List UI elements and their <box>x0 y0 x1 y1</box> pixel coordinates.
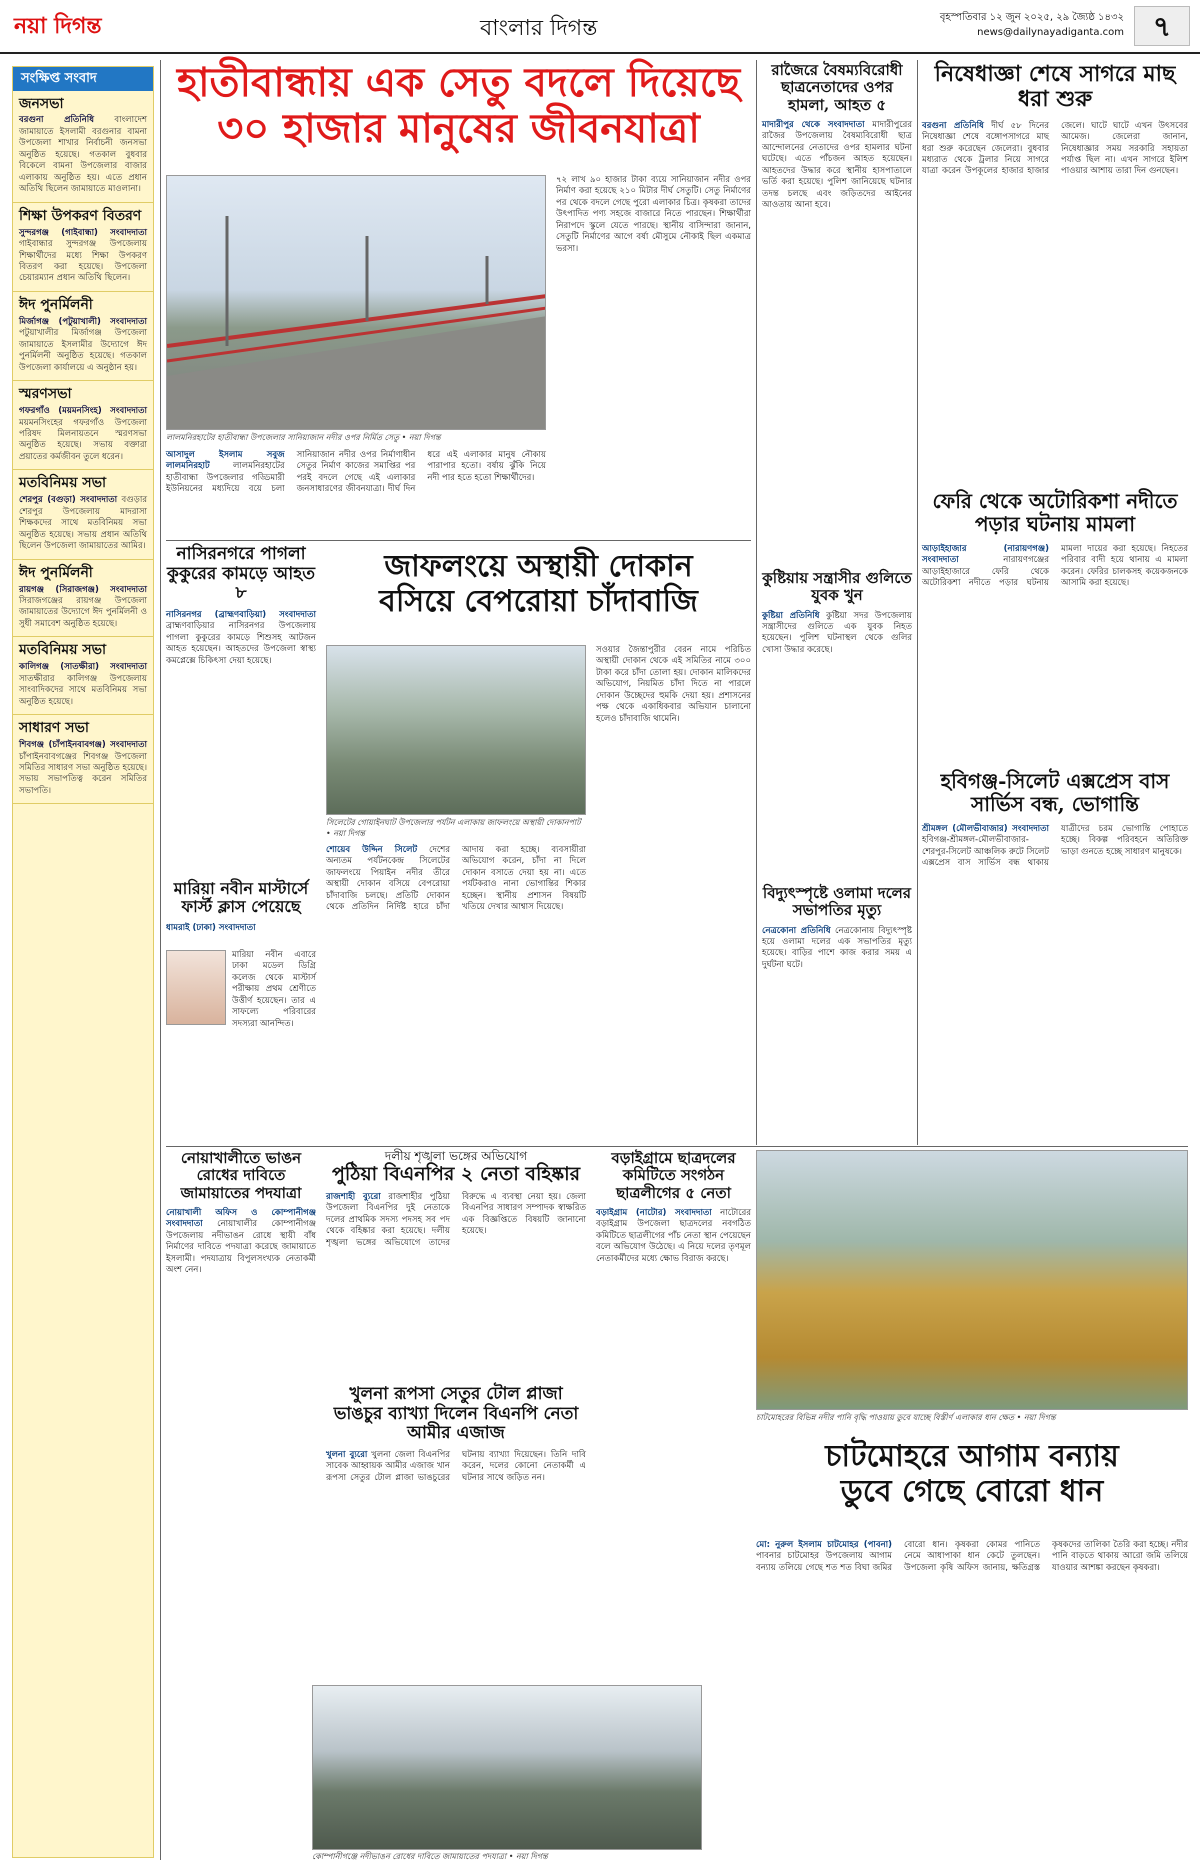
flood-body <box>756 1540 1188 1855</box>
column-rule <box>756 60 757 1145</box>
kushtia-byline: কুষ্টিয়া প্রতিনিধি <box>762 610 820 621</box>
bus-body <box>922 824 1188 870</box>
flood-article[interactable] <box>756 1440 1188 1535</box>
extortion-byline: শোয়েব উদ্দিন সিলেট <box>326 845 418 855</box>
bridge-photo <box>166 175 546 430</box>
ferry-headline: ফেরি থেকে অটোরিকশা নদীতে পড়ার ঘটনায় মামলা <box>932 489 1178 536</box>
brief-item[interactable] <box>13 470 153 559</box>
bnp-headline: পুঠিয়া বিএনপির ২ নেতা বহিষ্কার <box>331 1162 581 1185</box>
dog-bite-byline: নাসিরনগর (ব্রাহ্মণবাড়িয়া) সংবাদদাতা <box>166 609 316 620</box>
extortion-body <box>326 845 586 1145</box>
toll-byline: খুলনা ব্যুরো <box>326 1449 368 1460</box>
kushtia-article[interactable] <box>762 570 912 870</box>
brief-byline: গফরগাঁও (ময়মনসিংহ) সংবাদদাতা <box>19 406 147 417</box>
extortion-text-right: সওয়ার জৈন্তাপুরীর বেরন নামে পরিচিত অস্থায়ী দোকান থেকে এই সমিতির নামে ৩০০ টাকা করে চাঁদা তোলা হয়। দোকান মালিকদের অভিযোগ, নিয়মিত চাঁদা দিতে না পারলে দোকান উচ্ছেদের হুমকি দেয়া হয়। প্রশাসনের পক্ষ থেকে একাধিকবার অভিযান চালানো হলেও চাঁদাবাজি থামেনি। <box>596 645 751 724</box>
lead-headline-2: ৩০ হাজার মানুষের জীবনযাত্রা <box>217 105 700 152</box>
bus-text: হবিগঞ্জ-শ্রীমঙ্গল-মৌলভীবাজার-শেরপুর-সিলেট আঞ্চলিক রুটে সিলেট এক্সপ্রেস বাস সার্ভিস বন্ধ থাকায় যাত্রীদের চরম ভোগান্তি পোহাতে হচ্ছে। বিকল্প পরিবহনে অতিরিক্ত ভাড়া গুনতে হচ্ছে সাধারণ মানুষকে। <box>922 824 1188 869</box>
students-text: মাদারীপুরের রাজৈর উপজেলায় বৈষম্যবিরোধী ছাত্র আন্দোলনের নেতাদের ওপর হামলার ঘটনা ঘটেছে। এতে পাঁচজন আহত হয়েছেন। আহতদের উদ্ধার করে স্থানীয় হাসপাতালে ভর্তি করা হয়েছে। পুলিশ জানিয়েছে ঘটনার তদন্ত চলছে এবং জড়িতদের আইনের আওতায় আনা হবে। <box>762 119 912 211</box>
column-rule <box>166 540 751 541</box>
toll-headline: খুলনা রূপসা সেতুর টোল প্লাজা ভাঙচুর ব্যাখ্যা দিলেন বিএনপি নেতা আমীর এজাজ <box>333 1384 579 1444</box>
date-line <box>940 10 1124 40</box>
brief-text: চাঁপাইনবাবগঞ্জের শিবগঞ্জ উপজেলা সমিতির সাধারণ সভা অনুষ্ঠিত হয়েছে। সভায় সভাপতিত্ব করেন সমিতির সভাপতি। <box>19 751 147 796</box>
dam-byline: নোয়াখালী অফিস ও কোম্পানীগঞ্জ সংবাদদাতা <box>166 1207 316 1230</box>
dam-body <box>166 1208 316 1277</box>
sidebar-title: সংক্ষিপ্ত সংবাদ <box>13 67 153 91</box>
bridge-caption: লালমনিরহাটের হাতীবান্ধা উপজেলার সানিয়াজান নদীর ওপর নির্মিত সেতু • নয়া দিগন্ত <box>166 433 441 442</box>
extortion-headline-1: জাফলংয়ে অস্থায়ী দোকান <box>384 549 693 584</box>
brief-text: বগুড়ার শেরপুর উপজেলায় মাদরাসা শিক্ষকদের সাথে মতবিনিময় সভা অনুষ্ঠিত হয়েছে। সভায় প্রধান অতিথি ছিলেন উপজেলা জামায়াতের আমির। <box>19 495 147 552</box>
flood-caption: চাটমোহরের বিভিন্ন নদীর পানি বৃদ্ধি পাওয়ায় ডুবে যাচ্ছে বিস্তীর্ণ এলাকার ধান ক্ষেত • নয়া দিগন্ত <box>756 1413 1056 1422</box>
sea-fishing-text: দীর্ঘ ৫৮ দিনের নিষেধাজ্ঞা শেষে বঙ্গোপসাগরে মাছ ধরা শুরু করেছেন জেলেরা। বুধবার মধ্যরাত থেকে ট্রলার নিয়ে সাগরে যাত্রা করেন উপকূলের হাজার হাজার জেলে। ঘাটে ঘাটে এখন উৎসবের আমেজ। জেলেরা জানান, নিষেধাজ্ঞার সময় সরকারি সহায়তা পর্যাপ্ত ছিল না। এখন সাগরে ইলিশ পাওয়ার আশায় তারা দিন গুনছেন। <box>922 120 1188 177</box>
kushtia-headline: কুষ্টিয়ায় সন্ত্রাসীর গুলিতে যুবক খুন <box>762 569 912 605</box>
brief-text: গাইবান্ধার সুন্দরগঞ্জ উপজেলায় শিক্ষার্থীদের মধ্যে শিক্ষা উপকরণ বিতরণ করা হয়েছে। উপজেলা চেয়ারম্যান প্রধান অতিথি ছিলেন। <box>19 239 147 284</box>
brief-item[interactable] <box>13 560 153 638</box>
page-number: ৭ <box>1134 6 1190 46</box>
brief-text: সাতক্ষীরার কালিগঞ্জ উপজেলায় সাংবাদিকদের সাথে মতবিনিময় সভা অনুষ্ঠিত হয়েছে। <box>19 673 147 707</box>
brief-body <box>19 495 147 552</box>
committee-article[interactable] <box>596 1150 751 1675</box>
committee-headline: বড়াইগ্রামে ছাত্রদলের কমিটিতে সংগঠন ছাত্রলীগের ৫ নেতা <box>611 1149 736 1202</box>
teacher-text: মারিয়া নবীন এবারে ঢাকা মডেল ডিগ্রি কলেজ থেকে মাস্টার্স পরীক্ষায় প্রথম শ্রেণীতে উত্তীর্ণ হয়েছেন। তার এ সাফল্যে পরিবারের সদস্যরা আনন্দিত। <box>232 950 316 1029</box>
flood-byline: মো: নুরুল ইসলাম চাটমোহর (পাবনা) <box>756 1540 892 1550</box>
brief-body <box>19 115 147 195</box>
brief-byline: শিবগঞ্জ (চাঁপাইনবাবগঞ্জ) সংবাদদাতা <box>19 740 147 751</box>
bnp-kicker: দলীয় শৃঙ্খলা ভঙ্গের অভিযোগ <box>384 1149 528 1163</box>
students-headline: রাজৈরে বৈষম্যবিরোধী ছাত্রনেতাদের ওপর হামলা, আহত ৫ <box>771 61 903 114</box>
toll-body <box>326 1450 586 1484</box>
ferry-body <box>922 544 1188 590</box>
electro-text: নেত্রকোনায় বিদ্যুৎস্পৃষ্ট হয়ে ওলামা দলের এক সভাপতির মৃত্যু হয়েছে। বাড়ির পাশে কাজ করার সময় এ দুর্ঘটনা ঘটে। <box>762 925 912 970</box>
brief-heading: ঈদ পুনর্মিলনী <box>19 296 93 313</box>
lead-headline-1: হাতীবান্ধায় এক সেতু বদলে দিয়েছে <box>176 59 741 106</box>
rally-photo <box>312 1685 702 1850</box>
dam-article[interactable] <box>166 1150 316 1410</box>
electro-body <box>762 926 912 972</box>
brief-heading: শিক্ষা উপকরণ বিতরণ <box>19 207 142 224</box>
dog-bite-text: ব্রাহ্মণবাড়িয়ার নাসিরনগর উপজেলায় পাগলা কুকুরের কামড়ে শিশুসহ আটজন আহত হয়েছেন। আহতদের উপজেলা স্বাস্থ্য কমপ্লেক্সে চিকিৎসা দেয়া হয়েছে। <box>166 621 316 666</box>
extortion-body-right <box>596 645 751 1145</box>
flood-photo <box>756 1150 1188 1410</box>
extortion-article[interactable] <box>326 550 751 640</box>
bus-article[interactable] <box>922 770 1188 1140</box>
brief-body <box>19 228 147 285</box>
brief-item[interactable] <box>13 292 153 381</box>
section-title: বাংলার দিগন্ত <box>480 16 598 41</box>
brief-body <box>19 317 147 374</box>
column-rule <box>160 60 161 1860</box>
bridge-illustration <box>167 176 546 430</box>
brief-text: সিরাজগঞ্জের রায়গঞ্জ উপজেলা জামায়াতের উদ্যোগে ঈদ পুনর্মিলনী ও সুধী সমাবেশ অনুষ্ঠিত হয়েছে। <box>19 596 147 629</box>
brief-body <box>19 406 147 463</box>
bus-byline: শ্রীমঙ্গল (মৌলভীবাজার) সংবাদদাতা <box>922 824 1049 834</box>
flood-headline-1: চাটমোহরে আগাম বন্যায় <box>825 1439 1119 1474</box>
lead-text-right: ৭২ লাখ ৯০ হাজার টাকা ব্যয়ে সানিয়াজান নদীর ওপর নির্মাণ করা হয়েছে ২১০ মিটার দীর্ঘ সেতুটি। সেতু নির্মাণের পর থেকে বদলে গেছে পুরো এলাকার চিত্র। কৃষকরা তাদের উৎপাদিত পণ্য সহজে বাজারে নিতে পারছেন। শিক্ষার্থীরা নিরাপদে স্কুলে যেতে পারছে। স্থানীয় বাসিন্দারা জানান, সেতুটি নির্মাণের আগে বর্ষা মৌসুমে নৌকাই ছিল একমাত্র ভরসা। <box>556 175 751 254</box>
brief-text: ময়মনসিংহের গফরগাঁও উপজেলা পরিষদ মিলনায়তনে স্মরণসভা অনুষ্ঠিত হয়েছে। সভায় বক্তারা প্রয়াতের কর্মজীবন তুলে ধরেন। <box>19 417 147 462</box>
dam-text: নোয়াখালীর কোম্পানীগঞ্জ উপজেলায় নদীভাঙন রোধে স্থায়ী বাঁধ নির্মাণের দাবিতে পদযাত্রা করেছে জামায়াতে ইসলামী। পদযাত্রায় বিপুলসংখ্যক নেতাকর্মী অংশ নেন। <box>166 1219 316 1276</box>
brief-byline: মির্জাগঞ্জ (পটুয়াখালী) সংবাদদাতা <box>19 316 147 327</box>
sea-fishing-byline: বরগুনা প্রতিনিধি <box>922 120 984 131</box>
committee-text: নাটোরের বড়াইগ্রাম উপজেলা ছাত্রদলের নবগঠিত কমিটিতে ছাত্রলীগের পাঁচ নেতা স্থান পেয়েছেন বলে অভিযোগ উঠেছে। এ নিয়ে দলের তৃণমূল নেতাকর্মীদের মধ্যে ক্ষোভ বিরাজ করছে। <box>596 1207 751 1264</box>
masthead <box>0 0 1200 54</box>
students-body <box>762 120 912 212</box>
students-byline: মাদারীপুর থেকে সংবাদদাতা <box>762 119 865 130</box>
brief-byline: বরগুনা প্রতিনিধি <box>19 115 95 126</box>
electro-article[interactable] <box>762 885 912 1145</box>
newspaper-logo[interactable]: নয়া দিগন্ত <box>14 14 102 39</box>
brief-byline: শেরপুর (বগুড়া) সংবাদদাতা <box>19 495 118 506</box>
toll-article[interactable] <box>326 1385 586 1675</box>
brief-heading: জনসভা <box>19 95 64 112</box>
flood-text: পাবনার চাটমোহর উপজেলায় আগাম বন্যায় তলিয়ে গেছে শত শত বিঘা জমির বোরো ধান। কৃষকরা কোমর পানিতে নেমে আধাপাকা ধান কেটে তুলছেন। উপজেলা কৃষি অফিস জানায়, ক্ষতিগ্রস্ত কৃষকদের তালিকা তৈরি করা হচ্ছে। নদীর পানি বাড়তে থাকায় আরো জমি তলিয়ে যাওয়ার আশঙ্কা করছেন কৃষকরা। <box>756 1540 1188 1573</box>
lead-byline: আসাদুল ইসলাম সবুজ লালমনিরহাট <box>166 450 285 472</box>
site-email[interactable]: news@dailynayadiganta.com <box>977 27 1124 38</box>
brief-item[interactable] <box>13 91 153 203</box>
extortion-text: দেশের অন্যতম পর্যটনকেন্দ্র সিলেটের জাফলংয়ে পিয়াইন নদীর তীরে অস্থায়ী দোকান বসিয়ে বেপরোয়া চাঁদাবাজি চলছে। প্রতিটি দোকান থেকে প্রতিদিন নির্দিষ্ট হারে চাঁদা আদায় করা হচ্ছে। ব্যবসায়ীরা অভিযোগ করেন, চাঁদা না দিলে দোকান বসাতে দেয়া হয় না। এতে পর্যটকরাও নানা ভোগান্তির শিকার হচ্ছেন। স্থানীয় প্রশাসন বিষয়টি খতিয়ে দেখার আশ্বাস দিয়েছে। <box>326 845 586 913</box>
kushtia-body <box>762 611 912 657</box>
bus-headline: হবিগঞ্জ-সিলেট এক্সপ্রেস বাস সার্ভিস বন্ধ, ভোগান্তি <box>940 769 1170 816</box>
brief-byline: সুন্দরগঞ্জ (গাইবান্ধা) সংবাদদাতা <box>19 227 147 238</box>
electro-headline: বিদ্যুৎস্পৃষ্টে ওলামা দলের সভাপতির মৃত্যু <box>762 884 912 920</box>
dam-headline: নোয়াখালীতে ভাঙন রোধের দাবিতে জামায়াতের পদযাত্রা <box>180 1149 302 1202</box>
brief-item[interactable] <box>13 381 153 470</box>
kushtia-text: কুষ্টিয়া সদর উপজেলায় সন্ত্রাসীদের গুলিতে এক যুবক নিহত হয়েছেন। পুলিশ ঘটনাস্থল থেকে গুলির খোসা উদ্ধার করেছে। <box>762 610 913 655</box>
brief-body <box>19 662 147 708</box>
flood-headline-2: ডুবে গেছে বোরো ধান <box>840 1473 1104 1509</box>
brief-heading: সাধারণ সভা <box>19 720 89 737</box>
students-article[interactable] <box>762 62 912 562</box>
brief-text: বাংলাদেশ জামায়াতে ইসলামী বরগুনার বামনা উপজেলা শাখার নির্বাচনী জনসভা অনুষ্ঠিত হয়েছে। গতকাল বুধবার বিকেলে বামনা উপজেলার বাজার এলাকায় অনুষ্ঠিত হয়। এতে প্রধান অতিথি ছিলেন জামায়াতে মাওলানা। <box>19 115 147 195</box>
brief-byline: কালিগঞ্জ (সাতক্ষীরা) সংবাদদাতা <box>19 662 147 673</box>
lead-text: লালমনিরহাটের হাতীবান্ধা উপজেলার গড্ডিমারী ইউনিয়নের মধ্যদিয়ে বয়ে চলা সানিয়াজান নদীর ওপর নির্মাণাধীন সেতুর নির্মাণ কাজের সমাপ্তির পর পরই বদলে গেছে এই এলাকার জনসাধারণের জীবনযাত্রা। দীর্ঘ দিন ধরে এই এলাকার মানুষ নৌকায় পারাপার হতো। বর্ষায় ঝুঁকি নিয়ে নদী পার হতে হতো শিক্ষার্থীদের। <box>166 450 546 495</box>
market-photo <box>326 645 586 815</box>
sea-fishing-headline: নিষেধাজ্ঞা শেষে সাগরে মাছ ধরা শুরু <box>934 61 1176 113</box>
brief-heading: মতবিনিময় সভা <box>19 475 107 492</box>
brief-byline: রায়গঞ্জ (সিরাজগঞ্জ) সংবাদদাতা <box>19 584 147 595</box>
lead-article[interactable] <box>166 60 751 170</box>
extortion-headline-2: বসিয়ে বেপরোয়া চাঁদাবাজি <box>379 583 698 619</box>
ferry-text: নারায়ণগঞ্জের আড়াইহাজারে ফেরি থেকে অটোরিকশা নদীতে পড়ার ঘটনায় মামলা দায়ের করা হয়েছে। নিহতের পরিবার বাদী হয়ে থানায় এ মামলা করেন। ফেরির চালকসহ কয়েকজনকে আসামি করা হয়েছে। <box>922 544 1188 589</box>
date-text: বৃহস্পতিবার ১২ জুন ২০২৫, ২৯ জ্যৈষ্ঠ ১৪৩২ <box>939 12 1124 23</box>
brief-heading: স্মরণসভা <box>19 386 72 403</box>
rally-caption: কোম্পানীগঞ্জে নদীভাঙন রোধের দাবিতে জামায়াতের পদযাত্রা • নয়া দিগন্ত <box>312 1852 548 1861</box>
bnp-byline: রাজশাহী ব্যুরো <box>326 1191 381 1202</box>
sea-fishing-article[interactable] <box>922 62 1188 482</box>
column-rule <box>166 1146 1188 1147</box>
brief-item[interactable] <box>13 203 153 292</box>
brief-body <box>19 740 147 797</box>
brief-heading: মতবিনিময় সভা <box>19 642 107 659</box>
bnp-article[interactable] <box>326 1150 586 1375</box>
sea-fishing-body <box>922 121 1188 178</box>
market-caption: সিলেটের গোয়াইনঘাট উপজেলার পর্যটন এলাকায় জাফলংয়ে অস্থায়ী দোকানপাট • নয়া দিগন্ত <box>326 818 581 838</box>
column-rule <box>917 60 918 1145</box>
bnp-text: রাজশাহীর পুঠিয়া উপজেলা বিএনপির দুই নেতাকে দলের প্রাথমিক সদস্য পদসহ সব পদ থেকে বহিষ্কার করা হয়েছে। দলীয় শৃঙ্খলা ভঙ্গের অভিযোগে তাদের বিরুদ্ধে এ ব্যবস্থা নেয়া হয়। জেলা বিএনপির সাধারণ সম্পাদক স্বাক্ষরিত এক বিজ্ঞপ্তিতে বিষয়টি জানানো হয়েছে। <box>326 1191 586 1248</box>
teacher-headline: মারিয়া নবীন মাস্টার্সে ফার্স্ট ক্লাস পেয়েছে <box>173 879 309 917</box>
ferry-byline: আড়াইহাজার (নারায়ণগঞ্জ) সংবাদদাতা <box>922 544 1049 566</box>
brief-news-sidebar <box>12 66 154 1858</box>
committee-byline: বড়াইগ্রাম (নাটোর) সংবাদদাতা <box>596 1207 712 1218</box>
ferry-article[interactable] <box>922 490 1188 760</box>
brief-body <box>19 585 147 631</box>
dog-bite-article[interactable] <box>166 545 316 875</box>
brief-item[interactable] <box>13 637 153 715</box>
teacher-byline: ধামরাই (ঢাকা) সংবাদদাতা <box>166 922 256 933</box>
lead-body <box>166 450 546 530</box>
brief-heading: ঈদ পুনর্মিলনী <box>19 564 93 581</box>
teacher-body <box>166 923 316 934</box>
brief-text: পটুয়াখালীর মির্জাগঞ্জ উপজেলা জামায়াতে ইসলামীর উদ্যোগে ঈদ পুনর্মিলনী অনুষ্ঠিত হয়েছে। গতকাল উপজেলা কার্যালয়ে এ অনুষ্ঠান হয়। <box>19 328 147 373</box>
committee-body <box>596 1208 751 1265</box>
brief-item[interactable] <box>13 715 153 804</box>
teacher-photo <box>166 950 226 1025</box>
bnp-body <box>326 1192 586 1249</box>
electro-byline: নেত্রকোনা প্রতিনিধি <box>762 925 831 936</box>
dog-bite-body <box>166 610 316 667</box>
dog-bite-headline: নাসিরনগরে পাগলা কুকুরের কামড়ে আহত ৮ <box>167 544 315 604</box>
toll-text: খুলনা জেলা বিএনপির সাবেক আহ্বায়ক আমীর এজাজ খান রূপসা সেতুর টোল প্লাজা ভাঙচুরের ঘটনায় ব্যাখ্যা দিয়েছেন। তিনি দাবি করেন, দলের কোনো নেতাকর্মী এ ঘটনার সাথে জড়িত নন। <box>326 1449 586 1483</box>
lead-body-right <box>556 175 751 530</box>
